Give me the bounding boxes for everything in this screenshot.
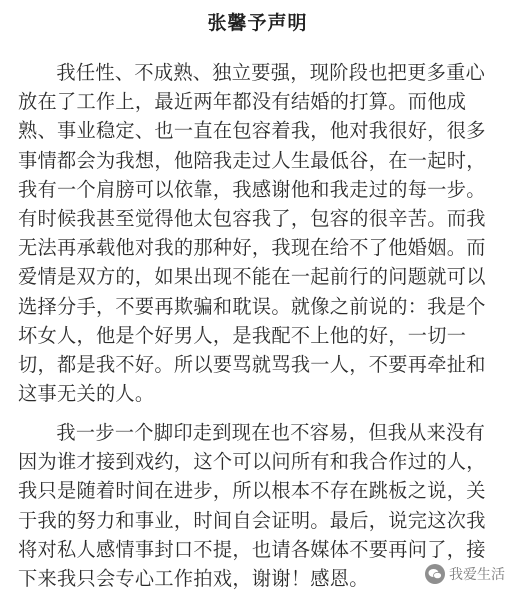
wechat-icon xyxy=(425,564,445,584)
account-watermark xyxy=(421,561,509,587)
watermark-text: 我爱生活 xyxy=(449,567,505,583)
document-title: 张馨予声明 xyxy=(207,12,308,34)
statement-paragraph-2: 我一步一个脚印走到现在也不容易，但我从来没有因为谁才接到戏约，这个可以问所有和我合作过的人，我只是随着时间在进步，所以根本不存在跳板之说，关于我的努力和事业，时间自会证明。最后，说完这次我将对私人感情事封口不提，也请各媒体不要再问了，接下来我只会专心工作拍戏，谢谢！感恩。 xyxy=(18,421,486,591)
statement-paragraph-1: 我任性、不成熟、独立要强，现阶段也把更多重心放在了工作上，最近两年都没有结婚的打算。而他成熟、事业稳定、也一直在包容着我，他对我很好，很多事情都会为我想，他陪我走过人生最低谷，在一起时，我有一个肩膀可以依靠，我感谢他和我走过的每一步。有时候我甚至觉得他太包容我了，包容的很辛苦。而我无法再承载他对我的那种好，我现在给不了他婚姻。而爱情是双方的，如果出现不能在一起前行的问题就可以选择分手，不要再欺骗和耽误。就像之前说的：我是个坏女人，他是个好男人，是我配不上他的好，一切一切，都是我不好。所以要骂就骂我一人，不要再牵扯和这事无关的人。 xyxy=(18,61,486,406)
